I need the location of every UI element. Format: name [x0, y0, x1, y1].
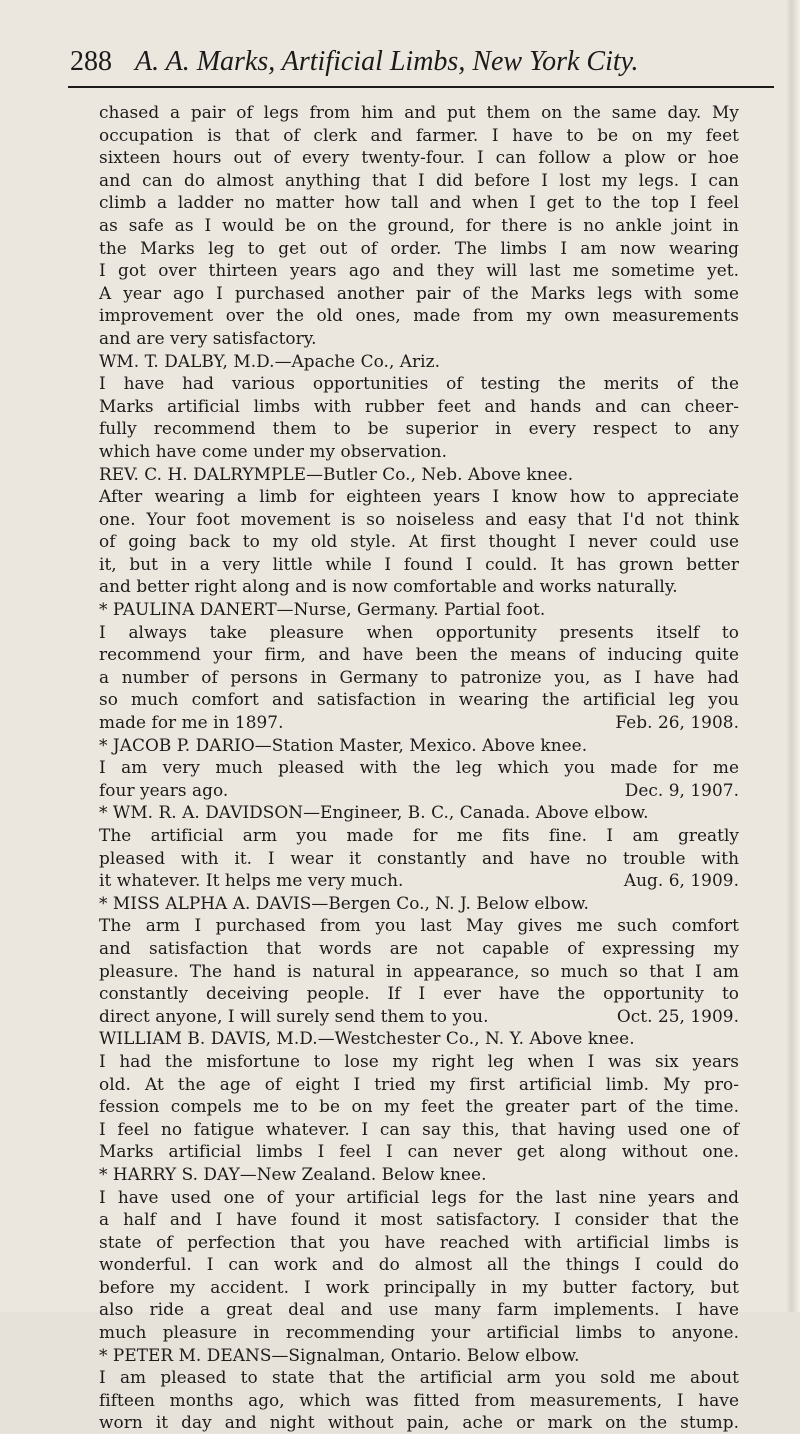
testimonial-author: * PAULINA DANERT—Nurse, Germany. Partial foot. — [99, 599, 546, 620]
text-line: The arm I purchased from you last May gives me such comfort — [99, 915, 739, 936]
text-line: After wearing a limb for eighteen years I know how to appreciate — [99, 486, 739, 507]
line-text: direct anyone, I will surely send them to you. — [99, 1005, 489, 1026]
text-line: much pleasure in recommending your artificial limbs to anyone. — [99, 1322, 739, 1343]
text-line: I had the misfortune to lose my right leg when I was six years — [99, 1050, 739, 1071]
testimonial-author: WILLIAM B. DAVIS, M.D.—Westchester Co., N. Y. Above knee. — [99, 1028, 635, 1049]
text-line: Marks artificial limbs with rubber feet and hands and can cheer- — [99, 395, 739, 416]
text-line: state of perfection that you have reached with artificial limbs is — [99, 1231, 739, 1252]
letter-date: Dec. 9, 1907. — [624, 779, 739, 800]
text-line: I got over thirteen years ago and they will last me sometime yet. — [99, 260, 739, 281]
header-rule — [68, 86, 774, 88]
testimonial-author: * MISS ALPHA A. DAVIS—Bergen Co., N. J. Below elbow. — [99, 892, 589, 913]
text-line: improvement over the old ones, made from my own measurements — [99, 305, 739, 326]
text-line: one. Your foot movement is so noiseless and easy that I'd not think — [99, 508, 739, 529]
testimonial-author: WM. T. DALBY, M.D.—Apache Co., Ariz. — [99, 350, 440, 371]
page-header — [70, 44, 770, 80]
text-line: constantly deceiving people. If I ever have the opportunity to — [99, 983, 739, 1004]
letter-date: Oct. 25, 1909. — [616, 1005, 739, 1026]
text-line: I am pleased to state that the artificial arm you sold me about — [99, 1367, 739, 1388]
text-line: sixteen hours out of every twenty-four. I can follow a plow or hoe — [99, 147, 739, 168]
text-line: I feel no fatigue whatever. I can say this, that having used one of — [99, 1118, 739, 1139]
text-line: and can do almost anything that I did before I lost my legs. I can — [99, 169, 739, 190]
text-line: as safe as I would be on the ground, for there is no ankle joint in — [99, 214, 739, 235]
letter-date: Aug. 6, 1909. — [623, 870, 739, 891]
text-line: before my accident. I work principally in my butter factory, but — [99, 1276, 739, 1297]
text-line: pleased with it. I wear it constantly and have no trouble with — [99, 847, 739, 868]
text-line: also ride a great deal and use many farm implements. I have — [99, 1299, 739, 1320]
testimonial-author: REV. C. H. DALRYMPLE—Butler Co., Neb. Above knee. — [99, 463, 574, 484]
text-line: and better right along and is now comfortable and works naturally. — [99, 576, 678, 597]
text-line: the Marks leg to get out of order. The limbs I am now wearing — [99, 237, 739, 258]
line-text: it whatever. It helps me very much. — [99, 870, 404, 891]
text-line: climb a ladder no matter how tall and when I get to the top I feel — [99, 192, 739, 213]
text-line: I have used one of your artificial legs for the last nine years and — [99, 1186, 739, 1207]
line-text: made for me in 1897. — [99, 712, 284, 733]
page-edge-shadow — [786, 0, 800, 1312]
text-line: A year ago I purchased another pair of the Marks legs with some — [99, 282, 739, 303]
letter-date: Feb. 26, 1908. — [615, 712, 739, 733]
testimonial-author: * PETER M. DEANS—Signalman, Ontario. Below elbow. — [99, 1344, 580, 1365]
text-line: and satisfaction that words are not capable of expressing my — [99, 937, 739, 958]
line-text: four years ago. — [99, 779, 229, 800]
text-line: fully recommend them to be superior in every respect to any — [99, 418, 739, 439]
text-line: so much comfort and satisfaction in wearing the artificial leg you — [99, 689, 739, 710]
text-line: I am very much pleased with the leg which you made for me — [99, 757, 739, 778]
text-line: a half and I have found it most satisfactory. I consider that the — [99, 1209, 739, 1230]
testimonial-author: * HARRY S. DAY—New Zealand. Below knee. — [99, 1163, 487, 1184]
text-line: fession compels me to be on my feet the greater part of the time. — [99, 1096, 739, 1117]
text-line: wonderful. I can work and do almost all the things I could do — [99, 1254, 739, 1275]
testimonial-author: * WM. R. A. DAVIDSON—Engineer, B. C., Canada. Above elbow. — [99, 802, 649, 823]
page-number: 288 — [70, 46, 112, 77]
text-line: chased a pair of legs from him and put them on the same day. My — [99, 102, 739, 122]
testimonial-text — [99, 101, 739, 1434]
text-line: of going back to my old style. At first thought I never could use — [99, 531, 739, 552]
text-line: pleasure. The hand is natural in appearance, so much so that I am — [99, 960, 739, 981]
text-line: and are very satisfactory. — [99, 327, 317, 348]
text-line: which have come under my observation. — [99, 440, 448, 461]
text-line-dated — [99, 869, 739, 892]
text-line: I always take pleasure when opportunity presents itself to — [99, 621, 739, 642]
testimonial-author: * JACOB P. DARIO—Station Master, Mexico. Above knee. — [99, 734, 588, 755]
text-line: recommend your firm, and have been the means of inducing quite — [99, 644, 739, 665]
text-line: worn it day and night without pain, ache or mark on the stump. — [99, 1412, 739, 1433]
text-line: old. At the age of eight I tried my first artificial limb. My pro- — [99, 1073, 739, 1094]
text-line-dated — [99, 711, 739, 734]
text-line-dated — [99, 779, 739, 802]
text-line: it, but in a very little while I found I could. It has grown better — [99, 553, 739, 574]
text-line: fifteen months ago, which was fitted from measurements, I have — [99, 1389, 739, 1410]
text-line: I have had various opportunities of testing the merits of the — [99, 373, 739, 394]
text-line: occupation is that of clerk and farmer. I have to be on my feet — [99, 124, 739, 145]
text-line: Marks artificial limbs I feel I can never get along without one. — [99, 1141, 739, 1162]
text-line-dated — [99, 1005, 739, 1028]
text-line: The artificial arm you made for me fits fine. I am greatly — [99, 825, 739, 845]
running-title: A. A. Marks, Artificial Limbs, New York City. — [135, 46, 639, 77]
text-line: a number of persons in Germany to patronize you, as I have had — [99, 666, 739, 687]
